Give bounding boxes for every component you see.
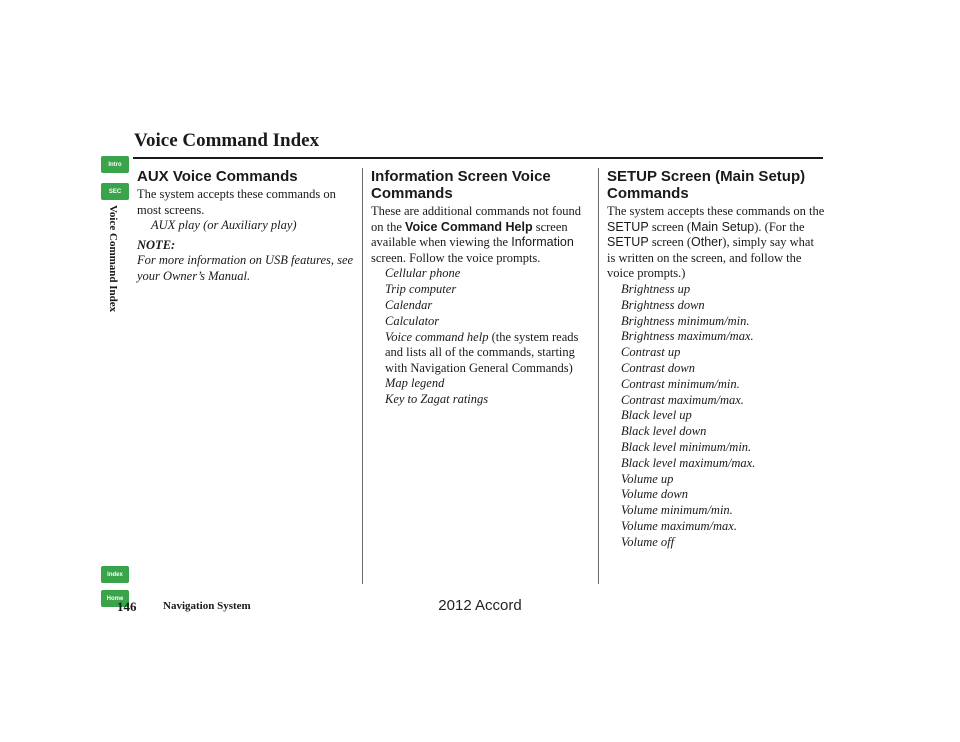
note-text: For more information on USB features, see your Owner’s Manual. [137, 253, 354, 283]
info-intro-text-1: These are additional commands not found on the [371, 204, 582, 234]
list-item: Key to Zagat ratings [385, 392, 489, 407]
help-command-item [371, 330, 589, 377]
home-tab[interactable]: Home [101, 590, 129, 607]
book-title: Navigation System [163, 600, 251, 612]
info-intro [371, 204, 589, 266]
list-item: Volume minimum/min. [621, 503, 733, 518]
note-label: NOTE: [137, 237, 176, 252]
setup-column [607, 168, 825, 551]
info-intro-text-2: screen available when viewing the [371, 219, 568, 250]
info-command-list-more [371, 376, 589, 408]
list-item: Brightness maximum/max. [621, 329, 754, 344]
list-item: Volume off [621, 534, 675, 549]
page-title: Voice Command Index [134, 130, 320, 151]
aux-column [137, 168, 355, 285]
section-side-label: Voice Command Index [107, 205, 119, 313]
watermark: 2012 Accord [438, 597, 522, 614]
aux-command: AUX play (or Auxiliary play) [151, 218, 297, 233]
page-number: 146 [117, 599, 137, 614]
list-item: Black level down [621, 424, 707, 439]
list-item: Contrast minimum/min. [621, 376, 740, 391]
intro-tab[interactable]: Intro [101, 156, 129, 173]
list-item: Volume up [621, 471, 674, 486]
setup-text-3: ). (For the [754, 219, 805, 234]
list-item: Cellular phone [385, 266, 461, 281]
list-item: Map legend [385, 376, 445, 391]
list-item: Trip computer [385, 282, 457, 297]
list-item: Contrast maximum/max. [621, 392, 744, 407]
setup-text-4: screen ( [648, 235, 692, 250]
setup-text-5: ), simply say what is written on the screen, and follow the voice prompts.) [607, 235, 814, 281]
help-command: Voice command help [385, 329, 489, 344]
list-item: Brightness minimum/min. [621, 313, 750, 328]
list-item: Black level minimum/min. [621, 439, 752, 454]
list-item: Brightness down [621, 297, 705, 312]
list-item: Contrast up [621, 345, 681, 360]
main-setup-ref: Main Setup [691, 219, 755, 234]
info-heading: Information Screen Voice Commands [371, 168, 551, 202]
title-rule [133, 157, 823, 159]
info-column [371, 168, 589, 408]
list-item: Black level up [621, 408, 692, 423]
aux-intro: The system accepts these commands on most screens. [137, 187, 336, 217]
setup-text-2: screen ( [648, 219, 692, 234]
setup-heading: SETUP Screen (Main Setup) Commands [607, 168, 806, 202]
setup-screen-ref-2: SETUP [607, 235, 649, 250]
aux-heading: AUX Voice Commands [137, 168, 298, 185]
list-item: Contrast down [621, 360, 695, 375]
index-tab[interactable]: Index [101, 566, 129, 583]
column-divider [598, 168, 599, 584]
voice-command-help-ref: Voice Command Help [405, 219, 533, 234]
setup-text-1: The system accepts these commands on the [607, 204, 825, 218]
other-ref: Other [691, 235, 723, 250]
list-item: Brightness up [621, 281, 691, 296]
sec-tab[interactable]: SEC [101, 183, 129, 200]
list-item: Volume maximum/max. [621, 518, 737, 533]
help-command-desc: (the system reads and lists all of the commands, starting with Navigation General Commands) [385, 329, 579, 375]
list-item: Black level maximum/max. [621, 455, 756, 470]
column-divider [362, 168, 363, 584]
setup-command-list [607, 282, 825, 551]
setup-intro [607, 204, 825, 282]
information-screen-ref: Information [511, 235, 574, 250]
list-item: Calendar [385, 297, 433, 312]
info-command-list [371, 266, 589, 329]
list-item: Volume down [621, 487, 689, 502]
setup-screen-ref: SETUP [607, 219, 649, 234]
list-item: Calculator [385, 313, 440, 328]
info-intro-text-3: screen. Follow the voice prompts. [371, 250, 541, 265]
